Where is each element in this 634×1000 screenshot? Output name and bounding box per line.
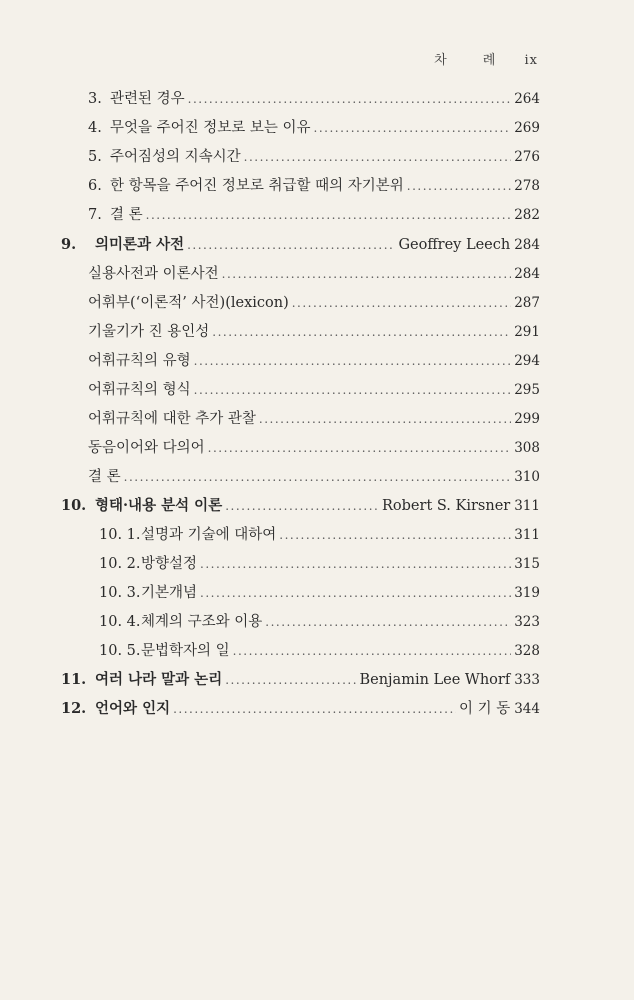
header-page-number: ix — [524, 53, 538, 68]
chapter-author: Benjamin Lee Whorf — [359, 672, 511, 688]
entry-number: 3. — [88, 91, 102, 107]
toc-entry — [88, 174, 540, 198]
dot-leader — [314, 121, 512, 135]
entry-title: 무엇을 주어진 정보로 보는 이유 — [110, 120, 311, 136]
entry-page: 295 — [514, 382, 540, 398]
entry-number: 5. — [88, 149, 102, 165]
section-page: 323 — [514, 614, 540, 630]
dot-leader — [208, 441, 512, 455]
entry-title: 어휘규칙의 유형 — [88, 353, 191, 369]
chapter-author: Robert S. Kirsner — [382, 498, 511, 514]
toc-entry — [88, 407, 540, 431]
entry-title: 결 론 — [88, 469, 121, 485]
toc-section — [99, 552, 540, 576]
header-label: 차 례 — [434, 53, 512, 68]
toc-section — [99, 523, 540, 547]
chapter-number: 10. — [61, 497, 87, 514]
dot-leader — [212, 325, 511, 339]
section-number: 10. 5. — [99, 643, 141, 659]
chapter-number: 12. — [61, 700, 87, 717]
dot-leader — [225, 673, 356, 687]
entry-page: 299 — [514, 411, 540, 427]
section-page: 328 — [514, 643, 540, 659]
dot-leader — [259, 412, 511, 426]
section-number: 10. 4. — [99, 614, 141, 630]
entry-page: 287 — [514, 295, 540, 311]
dot-leader — [194, 383, 512, 397]
dot-leader — [200, 586, 511, 600]
entry-number: 4. — [88, 120, 102, 136]
toc-entry — [88, 349, 540, 373]
toc-entry — [88, 116, 540, 140]
section-title: 기본개념 — [141, 585, 198, 601]
entry-title: 어휘규칙의 형식 — [88, 382, 191, 398]
toc-entry — [88, 436, 540, 460]
entry-page: 284 — [514, 266, 540, 282]
entry-title: 실용사전과 이론사전 — [88, 266, 219, 282]
dot-leader — [225, 499, 379, 513]
entry-page: 276 — [514, 149, 540, 165]
entry-page: 264 — [514, 91, 540, 107]
toc-entry — [88, 262, 540, 286]
toc-section — [99, 581, 540, 605]
toc-section — [99, 639, 540, 663]
entry-title: 한 항목을 주어진 정보로 취급할 때의 자기본위 — [110, 178, 404, 194]
toc-entry — [88, 203, 540, 227]
toc-section — [99, 610, 540, 634]
entry-page: 282 — [514, 207, 540, 223]
chapter-page: 284 — [514, 237, 540, 253]
section-title: 문법학자의 일 — [141, 643, 230, 659]
toc-entry — [88, 291, 540, 315]
dot-leader — [292, 296, 511, 310]
toc-entry — [88, 145, 540, 169]
dot-leader — [279, 528, 511, 542]
toc-chapter — [61, 494, 540, 518]
entry-title: 동음이어와 다의어 — [88, 440, 205, 456]
toc-chapter — [61, 668, 540, 692]
chapter-title: 형태·내용 분석 이론 — [95, 497, 223, 514]
dot-leader — [265, 615, 511, 629]
entry-page: 278 — [514, 178, 540, 194]
section-number: 10. 3. — [99, 585, 141, 601]
toc-entry — [88, 378, 540, 402]
entry-page: 269 — [514, 120, 540, 136]
entry-title: 어휘부(‘이론적’ 사전)(lexicon) — [88, 295, 289, 311]
dot-leader — [194, 354, 512, 368]
dot-leader — [233, 644, 512, 658]
dot-leader — [187, 238, 395, 252]
chapter-author: 이 기 동 — [458, 701, 511, 717]
chapter-number: 9. — [61, 236, 77, 253]
chapter-number: 11. — [61, 671, 87, 688]
dot-leader — [244, 150, 512, 164]
section-number: 10. 1. — [99, 527, 141, 543]
entry-number: 6. — [88, 178, 102, 194]
entry-page: 291 — [514, 324, 540, 340]
section-page: 315 — [514, 556, 540, 572]
section-page: 319 — [514, 585, 540, 601]
toc-chapter — [61, 697, 540, 721]
dot-leader — [200, 557, 511, 571]
entry-title: 관련된 경우 — [110, 91, 185, 107]
entry-title: 어휘규칙에 대한 추가 관찰 — [88, 411, 256, 427]
dot-leader — [188, 92, 512, 106]
section-title: 방향설정 — [141, 556, 198, 572]
running-header — [434, 49, 538, 68]
toc-entry — [88, 465, 540, 489]
toc-entry — [88, 320, 540, 344]
dot-leader — [146, 208, 512, 222]
chapter-author: Geoffrey Leech — [398, 237, 511, 253]
entry-title: 결 론 — [110, 207, 143, 223]
chapter-title: 언어와 인지 — [95, 700, 171, 717]
chapter-page: 333 — [514, 672, 540, 688]
chapter-page: 311 — [514, 498, 540, 514]
entry-number: 7. — [88, 207, 102, 223]
toc-chapter — [61, 233, 540, 257]
entry-title: 주어짐성의 지속시간 — [110, 149, 241, 165]
entry-page: 310 — [514, 469, 540, 485]
dot-leader — [407, 179, 511, 193]
entry-page: 308 — [514, 440, 540, 456]
section-title: 설명과 기술에 대하여 — [141, 527, 277, 543]
toc-entry — [88, 87, 540, 111]
chapter-title: 의미론과 사전 — [95, 236, 185, 253]
dot-leader — [124, 470, 512, 484]
entry-title: 기울기가 진 용인성 — [88, 324, 210, 340]
chapter-page: 344 — [514, 701, 540, 717]
dot-leader — [222, 267, 512, 281]
dot-leader — [173, 702, 456, 716]
section-number: 10. 2. — [99, 556, 141, 572]
section-page: 311 — [514, 527, 540, 543]
section-title: 체계의 구조와 이용 — [141, 614, 263, 630]
chapter-title: 여러 나라 말과 논리 — [95, 671, 223, 688]
entry-page: 294 — [514, 353, 540, 369]
